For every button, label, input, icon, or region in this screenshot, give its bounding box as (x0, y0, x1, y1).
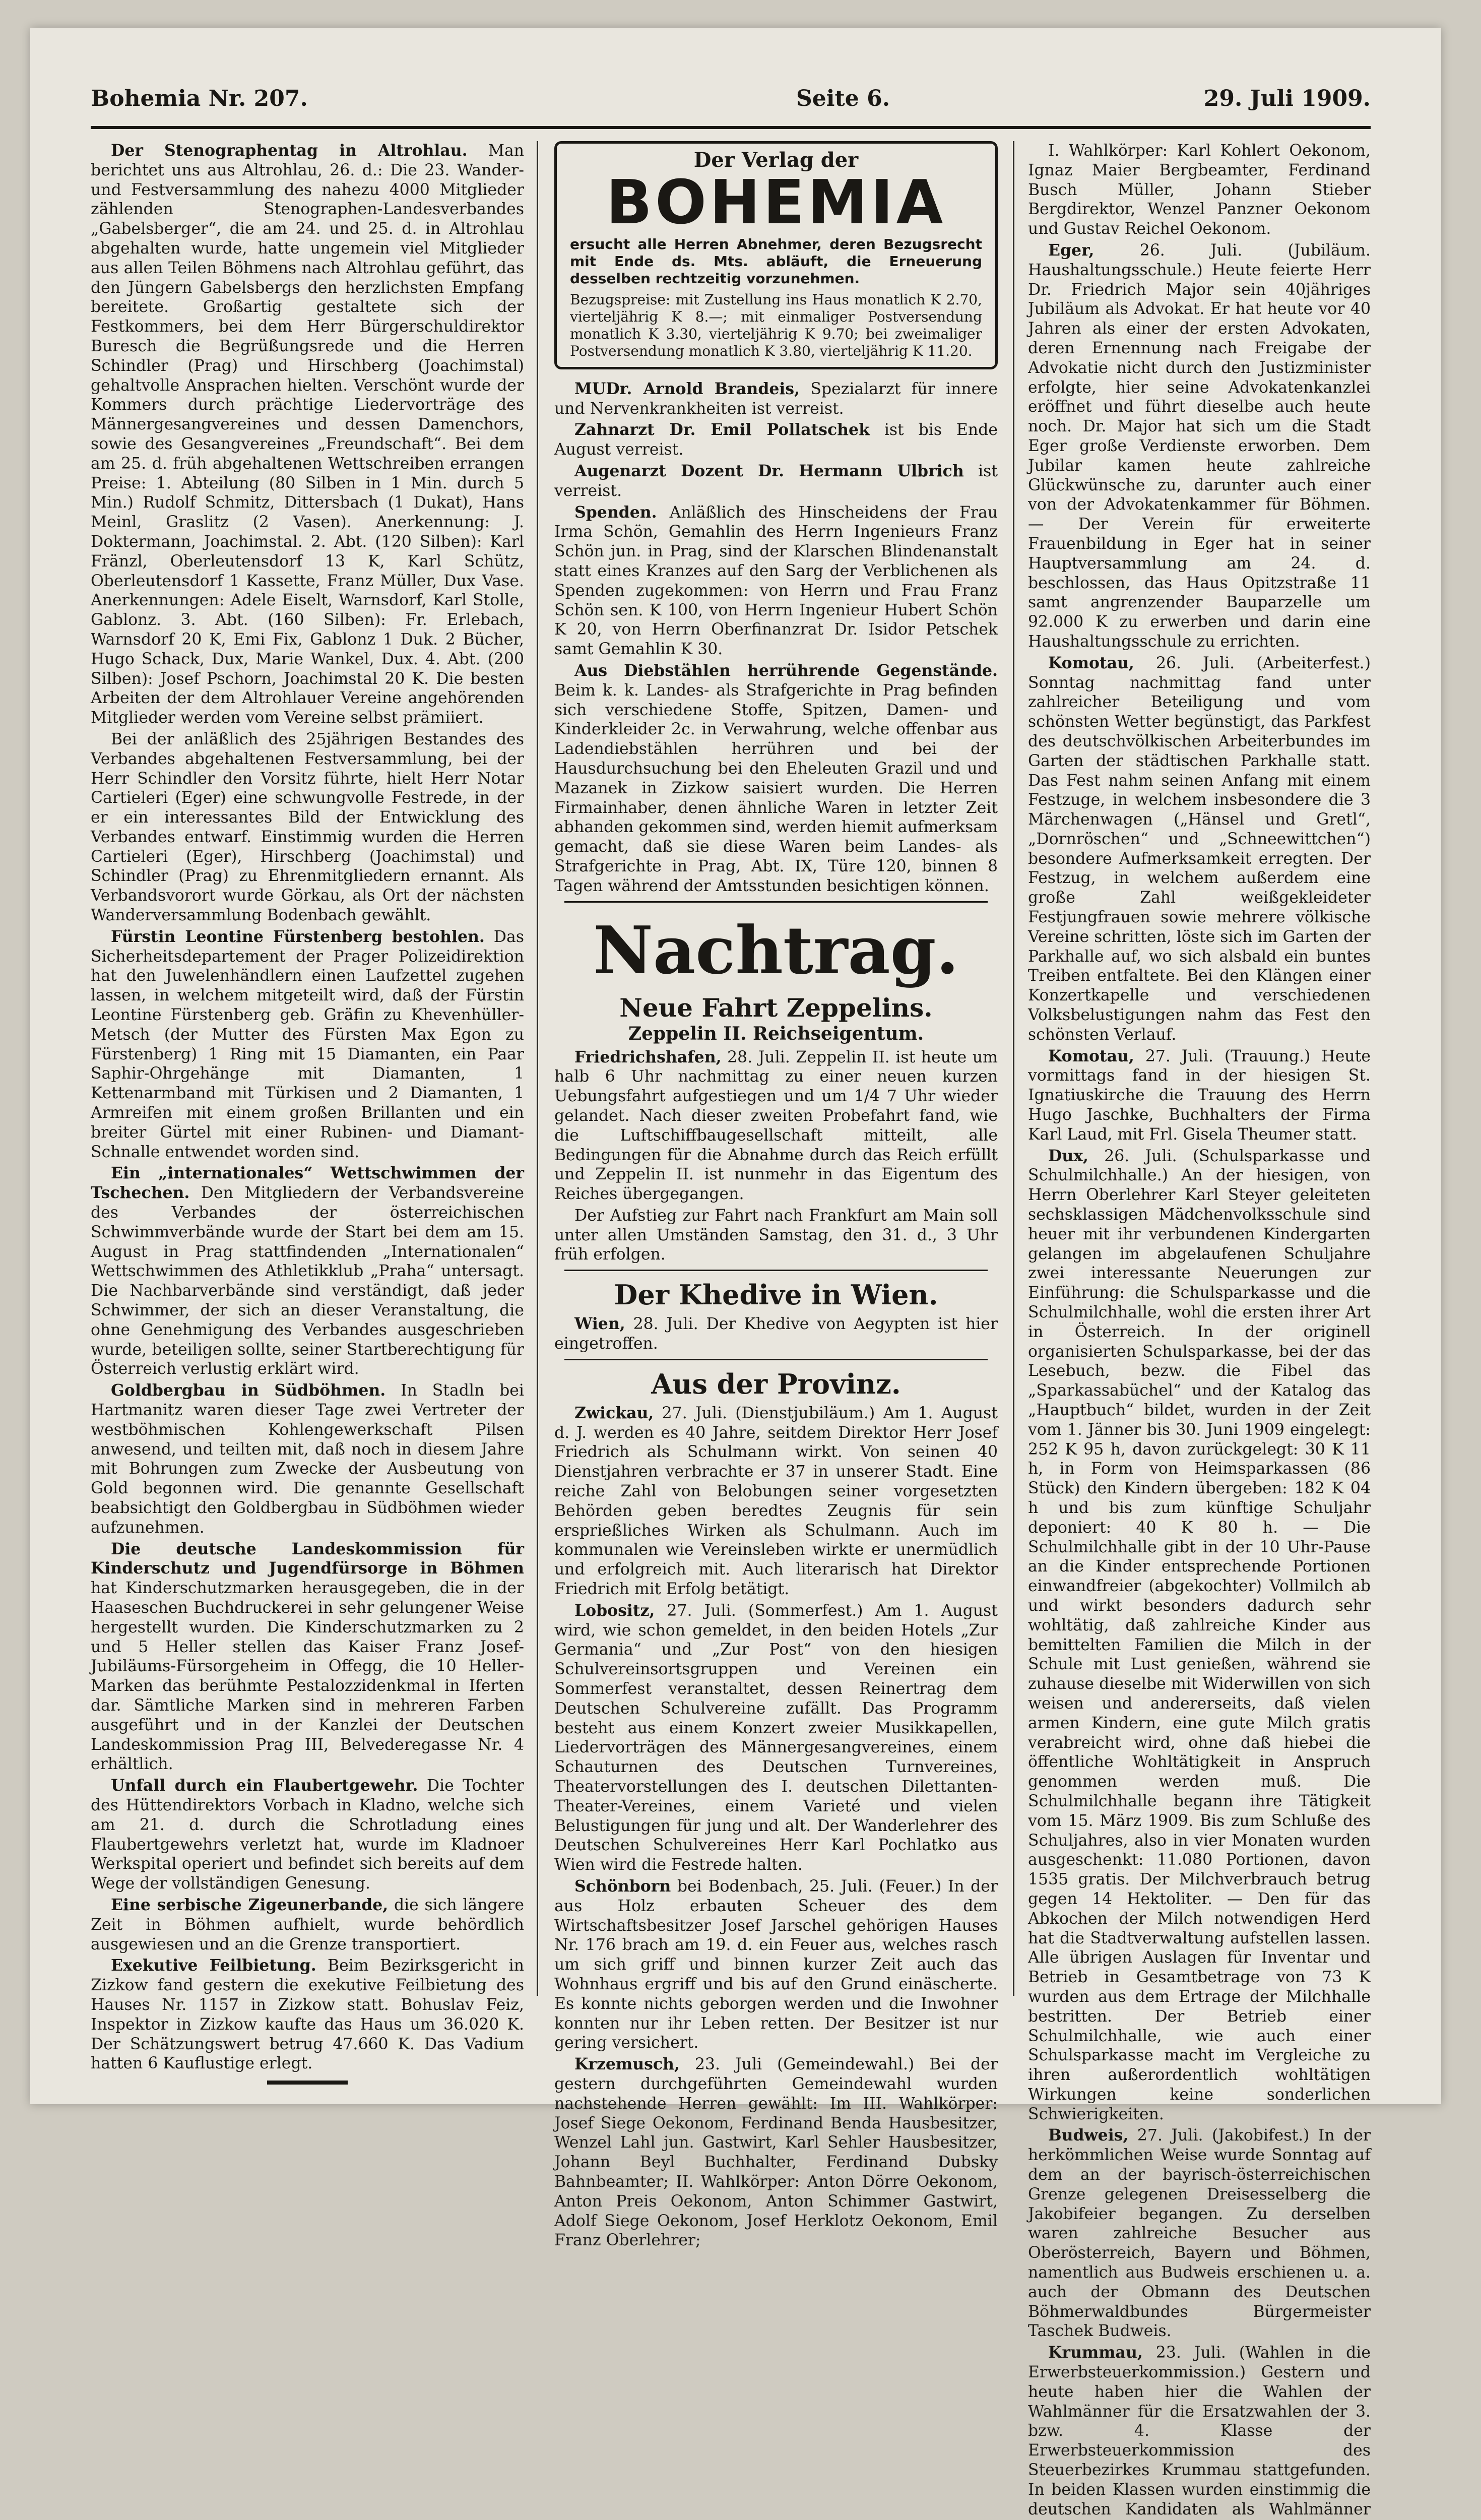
article-text: 26. Juli. (Jubiläum. Haushaltungsschule.) Heute feierte Herr Dr. Friedrich Major sein 40jähriges Jubiläum als Advokat. Er hat heute vor 40 Jahren als einer der ersten Advokaten, deren Ernennung nach Freigabe der Advokatie nicht durch den Justizminister erfolgte, hier seine Advokatenkanzlei eröffnet und führt dieselbe auch heute noch. Dr. Major hat sich um die Stadt Eger große Verdienste erworben. Dem Jubilar kamen heute zahlreiche Glückwünsche zu, darunter auch einer von der Advokatenkammer für Böhmen. — Der Verein für erweiterte Frauenbildung in Eger hat in seiner Hauptversammlung am 24. d. beschlossen, das Haus Opitzstraße 11 samt angrenzender Bauparzelle um 92.000 K zu erwerben und darin eine Haushaltungsschule zu errichten. (1028, 241, 1371, 651)
zeppelin-headline: Neue Fahrt Zeppelins. (619, 992, 933, 1023)
article-headline: Budweis, (1048, 2126, 1129, 2145)
publisher-notice-box (554, 141, 998, 369)
article-text: 23. Juli (Gemeindewahl.) Bei der gestern durchgeführten Gemeindewahl wurden nachstehende Herren gewählt: Im III. Wahlkörper: Josef Siege Oekonom, Ferdinand Benda Hausbesitzer, Wenzel Lahl jun. Gastwirt, Karl Sehler Hausbesitzer, Johann Beyl Buchhalter, Ferdinand Dubsky Bahnbeamter; II. Wahlkörper: Anton Dörre Oekonom, Anton Preis Oekonom, Anton Schimmer Gastwirt, Adolf Siege Oekonom, Josef Herklotz Oekonom, Emil Franz Oberlehrer; (554, 2055, 998, 2250)
article-text: 27. Juli. (Dienstjubiläum.) Am 1. August d. J. werden es 40 Jahre, seitdem Direktor Herr Josef Friedrich als Schulmann wirkt. Von seinen 40 Dienstjahren verbrachte er 37 in unserer Stadt. Eine reiche Zahl von Belobungen seiner vorgesetzten Behörden geben beredtes Zeugnis für sein ersprießliches Wirken als Schulmann. Auch im kommunalen wie Vereinsleben wirkte er unermüdlich und erfolgreich mit. Auch literarisch hat Direktor Friedrich mit Erfolg betätigt. (554, 1404, 998, 1599)
section-rule (564, 901, 988, 903)
article-headline: Krummau, (1048, 2343, 1143, 2362)
column-divider (1013, 141, 1014, 1996)
article-paragraph (1028, 2126, 1371, 2341)
article-paragraph (91, 927, 524, 1162)
article-paragraph (91, 730, 524, 925)
page-header (91, 76, 1371, 121)
khedive-article (554, 1314, 998, 1354)
article-paragraph (1028, 654, 1371, 1045)
provinz-headline: Aus der Provinz. (651, 1367, 901, 1400)
khedive-headline: Der Khedive in Wien. (614, 1279, 938, 1311)
article-paragraph (1028, 2343, 1371, 2520)
column-middle (554, 141, 998, 2250)
article-headline: Der Stenographentag in Altrohlau. (111, 141, 468, 160)
article-paragraph (554, 1314, 998, 1354)
header-masthead: Bohemia Nr. 207. (91, 86, 308, 111)
article-paragraph (554, 420, 998, 460)
notice-title: BOHEMIA (606, 167, 946, 238)
article-paragraph (554, 1048, 998, 1204)
article-paragraph (1028, 241, 1371, 652)
nachtrag-title: Nachtrag. (593, 911, 959, 989)
notice-body: ersucht alle Herren Abnehmer, deren Bezugsrecht mit Ende ds. Mts. abläuft, die Erneuerung desselben rechtzeitig vorzunehmen. (570, 235, 982, 287)
article-text: bei Bodenbach, 25. Juli. (Feuer.) In der aus Holz erbauten Scheuer des dem Wirtschaftsbesitzer Josef Jarschel gehörigen Hauses Nr. 176 brach am 19. d. ein Feuer aus, welches rasch um sich griff und binnen kurzer Zeit auch das Wohnhaus ergriff und bis auf den Grund einäscherte. Es konnte nichts geborgen werden und die Inwohner konnten nur ihr Leben retten. Der Besitzer ist nur gering versichert. (554, 1877, 998, 2052)
article-headline: Die deutsche Landeskommission für Kinderschutz und Jugendfürsorge in Böhmen (91, 1539, 524, 1578)
article-headline: Spenden. (574, 502, 657, 522)
column-right (1028, 141, 1371, 2518)
article-headline: Unfall durch ein Flaubertgewehr. (111, 1776, 418, 1795)
article-paragraph (1028, 141, 1371, 239)
article-headline: Schönborn (574, 1877, 671, 1896)
notices-list (554, 380, 998, 896)
article-text: 23. Juli. (Wahlen in die Erwerbsteuerkommission.) Gestern und heute haben hier die Wahlen der Wahlmänner für die Ersatzwahlen der 3. bzw. 4. Klasse der Erwerbsteuerkommission des Steuerbezirkes Krummau stattgefunden. In beiden Klassen wurden einstimmig die deutschen Kandidaten als Wahlmänner (1028, 2344, 1371, 2518)
article-text: In Stadln bei Hartmanitz waren dieser Tage zwei Vertreter der westböhmischen Kohlengewerkschaft Pilsen anwesend, und teilten mit, daß noch in diesem Jahre mit Bohrungen zum Zwecke der Ausbeutung von Gold begonnen wird. Die genannte Gesellschaft beabsichtigt den Goldbergbau in Südböhmen wieder aufzunehmen. (91, 1381, 524, 1537)
article-headline: Eine serbische Zigeunerbande, (111, 1895, 389, 1914)
column-divider (537, 141, 538, 1996)
article-text: I. Wahlkörper: Karl Kohlert Oekonom, Ignaz Maier Bergbeamter, Ferdinand Busch Müller, Johann Stieber Bergdirektor, Wenzel Panzner Oekonom und Gustav Reichel Oekonom. (1028, 142, 1371, 238)
article-paragraph (91, 1776, 524, 1894)
header-date: 29. Juli 1909. (1203, 86, 1371, 111)
article-headline: Zahnarzt Dr. Emil Pollatschek (574, 420, 870, 439)
article-paragraph (91, 1896, 524, 1954)
article-paragraph (554, 2055, 998, 2250)
article-headline: Komotau, (1048, 1046, 1134, 1065)
article-paragraph (554, 380, 998, 419)
zeppelin-subheadline: Zeppelin II. Reichseigentum. (628, 1023, 924, 1044)
article-text: Beim Bezirksgericht in Zizkow fand gestern die exekutive Feilbietung des Hauses Nr. 1157 in Zizkow statt. Bohuslav Feiz, Inspektor in Zizkow kaufte das Haus um 36.020 K. Der Schätzungswert betrug 47.660 K. Das Vadium hatten 6 Kauflustige erlegt. (91, 1957, 525, 2073)
end-rule (267, 2081, 348, 2085)
article-headline: Fürstin Leontine Fürstenberg bestohlen. (111, 927, 485, 946)
article-text: die sich längere Zeit in Böhmen aufhielt, wurde behördlich ausgewiesen und an die Grenze transportiert. (91, 1896, 524, 1954)
article-text: Beim k. k. Landes- als Strafgerichte in Prag befinden sich verschiedene Stoffe, Spitzen, Damen- und Kinderkleider 2c. in Verwahrung, welche offenbar aus Ladendiebstählen herrühren und bei der Hausdurchsuchung bei den Eheleuten Grazil und und Mazanek in Zizkow saisiert wurden. Die Herren Firmainhaber, denen ähnliche Waren in letzter Zeit abhanden gekommen sind, werden hiemit aufmerksam gemacht, daß sie diese Waren beim Landes- als Strafgerichte in Prag, Abt. IX, Türe 120, binnen 8 Tagen während der Amtsstunden besichtigen können. (554, 681, 998, 895)
article-headline: Ein „internationales“ Wettschwimmen der Tschechen. (91, 1164, 524, 1203)
article-headline: Eger, (1048, 240, 1094, 260)
article-text: 28. Juli. Der Khedive von Aegypten ist hier eingetroffen. (554, 1315, 998, 1353)
article-paragraph (91, 1956, 524, 2073)
article-text: Das Sicherheitsdepartement der Prager Polizeidirektion hat den Juwelenhändlern einen Laufzettel zugehen lassen, in welchem mitgeteilt wird, daß der Fürstin Leontine Fürstenberg geb. Gräfin zu Khevenhüller-Metsch (der Mutter des Fürsten Max Egon zu Fürstenberg) 1 Ring mit 15 Diamanten, ein Paar Saphir-Ohrgehänge mit Diamanten, 1 Kettenarmband mit Türkisen und 2 Diamanten, 1 Armreifen mit einem großen Brillanten und ein breiter Gürtel mit einer Rubinen- und Diamant-Schnalle entwendet worden sind. (91, 927, 524, 1161)
header-page-number: Seite 6. (796, 86, 890, 111)
article-headline: Friedrichshafen, (574, 1047, 722, 1066)
article-paragraph (91, 1381, 524, 1537)
article-paragraph (554, 1404, 998, 1599)
article-text: 27. Juli. (Jakobifest.) In der herkömmlichen Weise wurde Sonntag auf dem an der bayrisch-österreichischen Grenze gelegenen Dreisesselberg die Jakobifeier begangen. Zu derselben waren zahlreiche Besucher aus Oberösterreich, Bayern und Böhmen, namentlich aus Budweis erschienen u. a. auch der Obmann des Deutschen Böhmerwaldbundes Bürgermeister Taschek Budweis. (1028, 2126, 1371, 2341)
article-text: 28. Juli. Zeppelin II. ist heute um halb 6 Uhr nachmittag zu einer neuen kurzen Uebungsfahrt aufgestiegen und um 1/4 7 Uhr wieder gelandet. Nach dieser zweiten Probefahrt fand, wie die Luftschiffbaugesellschaft mitteilt, alle Bedingungen für die Abnahme durch das Reich erfüllt und Zeppelin II. ist nunmehr in das Eigentum des Reiches übergegangen. (554, 1048, 998, 1204)
article-text: Der Aufstieg zur Fahrt nach Frankfurt am Main soll unter allen Umständen Samstag, den 31. d., 3 Uhr früh erfolgen. (554, 1206, 998, 1264)
article-headline: Lobositz, (574, 1601, 655, 1620)
zeppelin-article (554, 1048, 998, 1265)
article-paragraph (91, 1164, 524, 1379)
article-text: Spezialarzt für innere und Nervenkrankheiten ist verreist. (554, 380, 998, 418)
article-headline: Goldbergbau in Südböhmen. (111, 1381, 386, 1400)
article-text: hat Kinderschutzmarken herausgegeben, die in der Haaseschen Buchdruckerei in sehr gelungener Weise hergestellt wurden. Die Kinderschutzmarken zu 2 und 5 Heller stellen das Kaiser Franz Josef-Jubiläums-Fürsorgeheim in Offegg, die 10 Heller-Marken das berühmte Pestalozzidenkmal in Iferten dar. Sämtliche Marken sind in mehreren Farben ausgeführt und in der Kanzlei der Deutschen Landeskommission Prag III, Belvederegasse Nr. 4 erhältlich. (91, 1579, 524, 1774)
article-paragraph (554, 462, 998, 501)
article-text: Den Mitgliedern der Verbandsvereine des Verbandes der österreichischen Schwimmverbände wurde der Start bei dem am 15. August in Prag stattfindenden „Internationalen“ Wettschwimmen des Athletikklub „Praha“ untersagt. Die Nachbarverbände sind verständigt, daß jeder Schwimmer, der sich an dieser Veranstaltung, die ohne Genehmigung des Verbandes ausgeschrieben wurde, beteiligen sollte, seiner Startberechtigung für Österreich verlustig erklärt wird. (91, 1184, 525, 1378)
article-text: Anläßlich des Hinscheidens der Frau Irma Schön, Gemahlin des Herrn Ingenieurs Franz Schön jun. in Prag, sind der Klarschen Blindenanstalt statt eines Kranzes auf den Sarg der Verblichenen als Spenden zugekommen: von Herrn und Frau Franz Schön sen. K 100, von Herrn Ingenieur Hubert Schön K 20, von Herrn Oberfinanzrat Dr. Isidor Petschek samt Gemahlin K 30. (554, 503, 998, 659)
article-text: 26. Juli. (Schulsparkasse und Schulmilchhalle.) An der hiesigen, von Herrn Oberlehrer Karl Steyer geleiteten sechsklassigen Mädchenvolksschule sind heuer mit ihr verbundenen Kindergarten gelangen im abgelaufenen Schuljahre zwei interessante Neuerungen zur Einführung: die Schulsparkasse und die Schulmilchhalle, wohl die ersten ihrer Art in Österreich. In der originell organisierten Schulsparkasse, bei der das Lesebuch, bezw. die Fibel das „Sparkassabüchel“ und der Katalog das „Hauptbuch“ bildet, wurden in der Zeit vom 1. Jänner bis 30. Juni 1909 eingelegt: 252 K 95 h, davon zurückgelegt: 30 K 11 h, in Form von Heimsparkassen (86 Stück) den Kindern übergeben: 182 K 04 h und bis zum künftige Schuljahr deponiert: 40 K 80 h. — Die Schulmilchhalle gibt in der 10 Uhr-Pause an die Kinder entsprechende Portionen einwandfreier (abgekochter) Vollmilch ab und wirkt besonders dadurch sehr wohltätig, daß zahlreiche Kinder aus bemittelten Familien die Milch in der Schule mit Lust genießen, während sie zuhause dieselbe mit Widerwillen von sich weisen und andererseits, daß vielen armen Kindern, eine gute Milch gratis verabreicht wird, ohne daß hiebei die öffentliche Wohltätigkeit in Anspruch genommen werden muß. Die Schulmilchhalle begann ihre Tätigkeit vom 15. März 1909. Bis zum Schluße des Schuljahres, also in vier Monaten wurden ausgeschenkt: 11.080 Portionen, davon 1535 gratis. Der Milchverbrauch betrug gegen 14 Hektoliter. — Den für das Abkochen der Milch notwendigen Herd hat die Stadtverwaltung aufstellen lassen. Alle übrigen Auslagen für Inventar und Betrieb in Gesamtbetrage von 73 K wurden aus dem Ertrage der Milchhalle bestritten. Der Betrieb einer Schulmilchhalle, wie auch einer Schulsparkasse macht im Vergleiche zu ihren außerordentlich wohltätigen Wirkungen keine sonderlichen Schwierigkeiten. (1028, 1147, 1371, 2123)
notice-prices: Bezugspreise: mit Zustellung ins Haus monatlich K 2.70, vierteljährig K 8.—; mit einmaliger Postversendung monatlich K 3.30, vierteljährig K 9.70; bei zweimaliger Postversendung monatlich K 3.80, vierteljährig K 11.20. (570, 291, 982, 359)
article-headline: Zwickau, (574, 1403, 654, 1422)
column-left (91, 141, 525, 2073)
article-text: 26. Juli. (Arbeiterfest.) Sonntag nachmittag fand unter zahlreicher Beteiligung und vom schönsten Wetter begünstigt, das Parkfest des deutschvölkischen Arbeiterbundes im Garten der städtischen Parkhalle statt. Das Fest nahm seinen Anfang mit einem Festzuge, in welchem insbesondere die 3 Märchenwagen („Hänsel und Gretl“, „Dornröschen“ und „Schneewittchen“) besondere Aufmerksamkeit erregten. Der Festzug, in welchem außerdem eine große Zahl weißgekleideter Festjungfrauen sowie mehrere völkische Vereine schritten, löste sich im Garten der Parkhalle auf, wo sich alsbald ein buntes Treiben entfaltete. Bei den Klängen einer Konzertkapelle und verschiedenen Volksbelustigungen nahm das Fest den schönsten Verlauf. (1028, 654, 1371, 1044)
article-paragraph (1028, 1047, 1371, 1145)
section-rule (564, 1270, 988, 1271)
article-paragraph (91, 141, 524, 728)
article-paragraph (554, 1877, 998, 2053)
article-paragraph (1028, 1147, 1371, 2124)
article-paragraph (554, 1206, 998, 1265)
article-text: 27. Juli. (Trauung.) Heute vormittags fand in der hiesigen St. Ignatiuskirche die Trauung des Herrn Hugo Jaschke, Buchhalters der Firma Karl Laud, mit Frl. Gisela Theumer statt. (1028, 1047, 1371, 1144)
article-headline: MUDr. Arnold Brandeis, (574, 379, 800, 398)
article-headline: Krzemusch, (574, 2055, 680, 2074)
header-rule (91, 126, 1371, 129)
article-headline: Exekutive Feilbietung. (111, 1956, 316, 1975)
article-text: ist verreist. (554, 462, 998, 500)
article-text: 27. Juli. (Sommerfest.) Am 1. August wird, wie schon gemeldet, in den beiden Hotels „Zur Germania“ und „Zur Post“ von den hiesigen Schulvereinsortsgruppen und Vereinen ein Sommerfest veranstaltet, dessen Reinertrag dem Deutschen Schulvereine zufällt. Das Programm besteht aus einem Konzert zweier Musikkapellen, Liedervorträgen des Männergesangvereines, einem Schauturnen des Deutschen Turnvereines, Theatervorstellungen des I. deutschen Dilettanten-Theater-Vereines, einem Varieté und vielen Belustigungen für jung und alt. Der Wanderlehrer des Deutschen Schulvereines Herr Karl Pochlatko aus Wien wird die Festrede halten. (554, 1601, 998, 1874)
article-headline: Wien, (574, 1314, 625, 1334)
section-rule (564, 1359, 988, 1360)
article-paragraph (554, 661, 998, 896)
article-text: ist bis Ende August verreist. (554, 421, 998, 459)
article-paragraph (91, 1540, 524, 1775)
article-headline: Augenarzt Dozent Dr. Hermann Ulbrich (574, 461, 964, 480)
article-paragraph (554, 1601, 998, 1875)
article-headline: Aus Diebstählen herrührende Gegenstände. (574, 661, 998, 680)
notice-publisher-line: Der Verlag der (693, 148, 859, 172)
article-headline: Dux, (1048, 1146, 1088, 1165)
article-text: Man berichtet uns aus Altrohlau, 26. d.: Die 23. Wander- und Festversammlung des nahezu 4000 Mitglieder zählenden Stenographen-Landesverbandes „Gabelsberger“, die am 24. und 25. d. in Altrohlau abgehalten wurde, hatte ungemein viel Mitglieder aus allen Teilen Böhmens nach Altrohlau geführt, das den Jüngern Gabelsbergs den herzlichsten Empfang bereitete. Großartig gestaltete sich der Festkommers, bei dem Herr Bürgerschuldirektor Buresch die Begrüßungsrede und die Herren Schindler (Prag) und Hirschberg (Joachimstal) gehaltvolle Ansprachen hielten. Verschönt wurde der Kommers durch prächtige Liedervorträge des Männergesangvereines und dessen Damenchors, sowie des Gesangvereines „Freundschaft“. Bei dem am 25. d. früh abgehaltenen Wettschreiben errangen Preise: 1. Abteilung (80 Silben in 1 Min. durch 5 Min.) Rudolf Schmitz, Dittersbach (1 Dukat), Hans Meinl, Graslitz (2 Vasen). Anerkennung: J. Doktermann, Joachimstal. 2. Abt. (120 Silben): Karl Fränzl, Oberleutensdorf 13 K, Karl Schütz, Oberleutensdorf 1 Kassette, Franz Müller, Dux Vase. Anerkennungen: Adele Eiselt, Warnsdorf, Karl Stolle, Gablonz. 3. Abt. (160 Silben): Fr. Erlebach, Warnsdorf 20 K, Emi Fix, Gablonz 1 Duk. 2 Bücher, Hugo Schack, Dux, Marie Wankel, Dux. 4. Abt. (200 Silben): Josef Pschorn, Joachimstal 20 K. Die besten Arbeiten der dem Altrohlauer Vereine angehörenden Mitglieder werden vom Vereine selbst prämiiert. (91, 142, 525, 727)
article-text: Die Tochter des Hüttendirektors Vorbach in Kladno, welche sich am 21. d. durch die Schrotladung eines Flaubertgewehrs verletzt hat, wurde im Kladnoer Werkspital operiert und befindet sich bereits auf dem Wege der vollständigen Genesung. (91, 1777, 524, 1893)
provinz-articles (554, 1404, 998, 2250)
article-paragraph (554, 503, 998, 659)
article-text: Bei der anläßlich des 25jährigen Bestandes des Verbandes abgehaltenen Festversammlung, bei der Herr Schindler den Vorsitz führte, hielt Herr Notar Cartieleri (Eger) eine schwungvolle Festrede, in der er ein interessantes Bild der Entwicklung des Verbandes entwarf. Einstimmig wurden die Herren Cartieleri (Eger), Hirschberg (Joachimstal) und Schindler (Prag) zu Ehrenmitgliedern ernannt. Als Verbandsvorort wurde Görkau, als Ort der nächsten Wanderversammlung Bodenbach gewählt. (91, 730, 524, 925)
article-headline: Komotau, (1048, 653, 1134, 672)
